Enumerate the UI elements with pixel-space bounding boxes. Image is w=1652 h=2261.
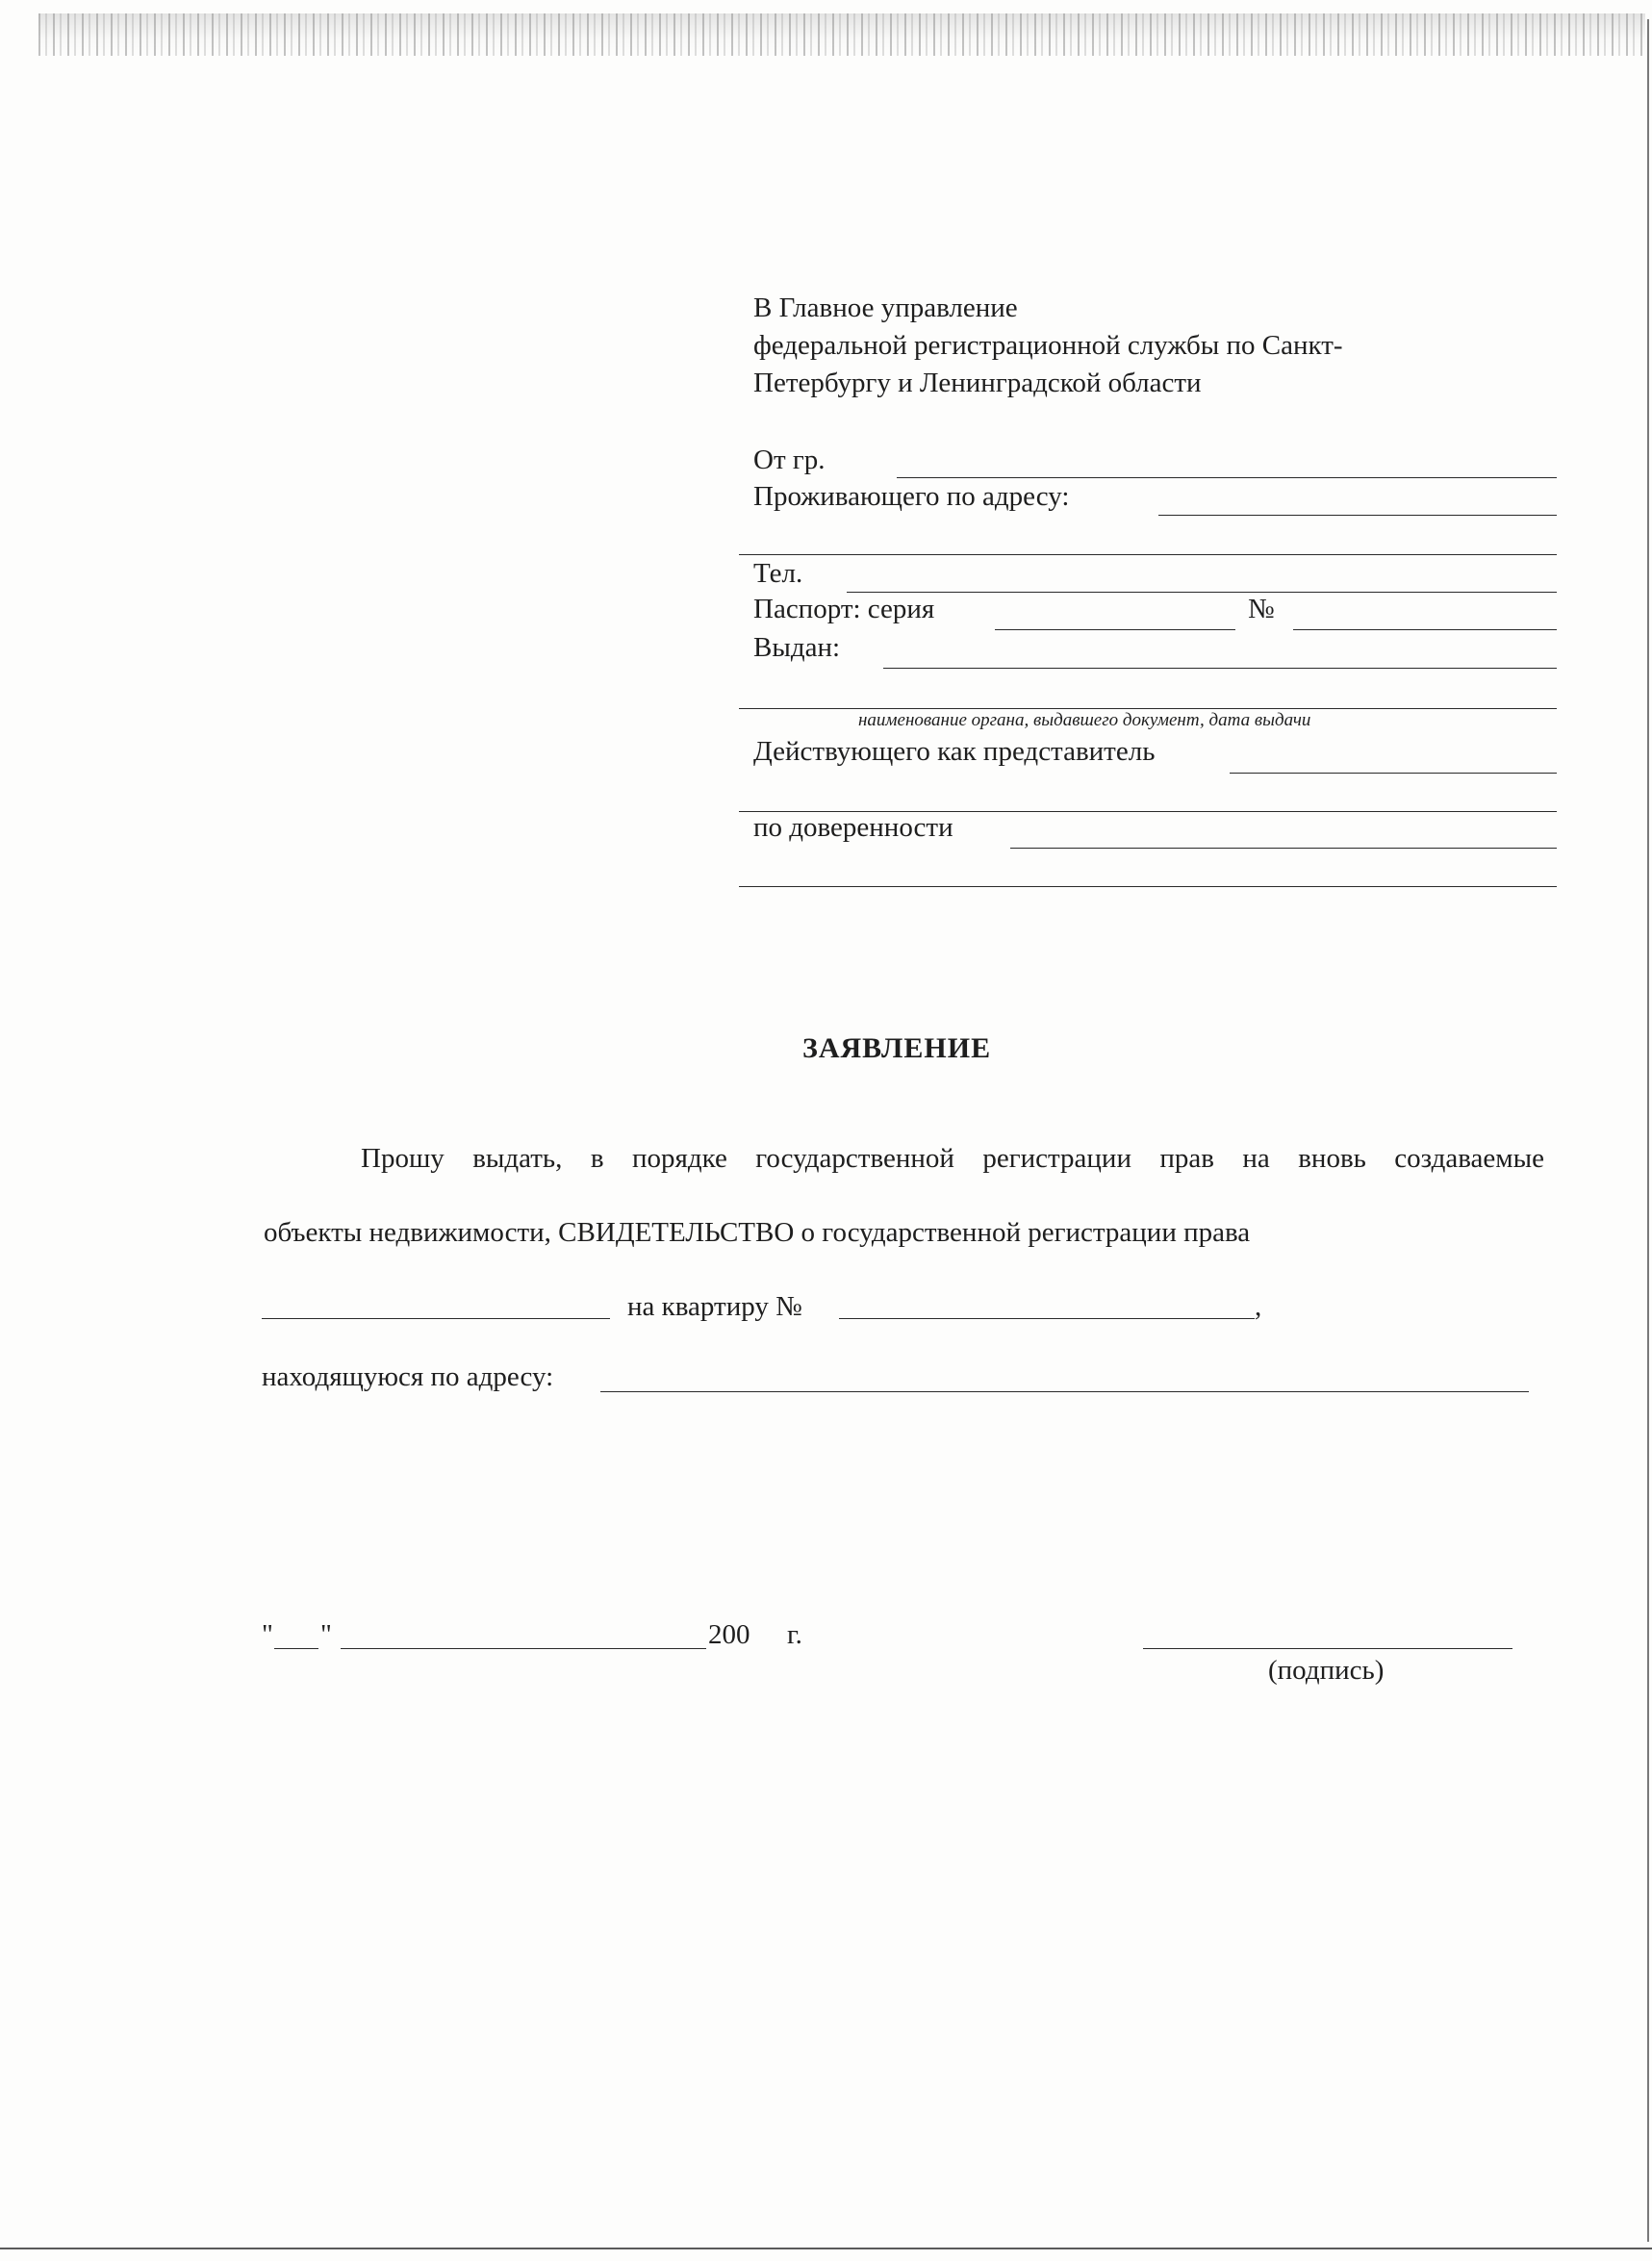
poa-field-line[interactable] xyxy=(1010,848,1557,849)
date-year-label: 200 xyxy=(708,1619,750,1650)
document-title: ЗАЯВЛЕНИЕ xyxy=(802,1032,992,1064)
representative-field-line[interactable] xyxy=(1230,773,1557,774)
located-label: находящуюся по адресу: xyxy=(262,1361,554,1392)
from-field-line[interactable] xyxy=(897,477,1557,478)
signature-field-line[interactable] xyxy=(1143,1648,1512,1649)
passport-series-label: Паспорт: серия xyxy=(753,594,935,624)
date-year-suffix: г. xyxy=(787,1619,802,1650)
right-type-field-line[interactable] xyxy=(262,1318,610,1319)
signature-caption: (подпись) xyxy=(1268,1655,1385,1686)
phone-field-line[interactable] xyxy=(847,592,1557,593)
poa-field-line-2[interactable] xyxy=(739,886,1557,887)
issued-field-line-2[interactable] xyxy=(739,708,1557,709)
issued-field-line[interactable] xyxy=(883,668,1557,669)
body-line-1: Прошу выдать, в порядке государственной регистрации прав на вновь создаваемые xyxy=(361,1143,1544,1174)
issued-label: Выдан: xyxy=(753,632,841,663)
passport-number-label: № xyxy=(1248,594,1275,624)
poa-label: по доверенности xyxy=(753,812,953,843)
date-month-field-line[interactable] xyxy=(341,1648,706,1649)
from-label: От гр. xyxy=(753,445,826,475)
located-address-field-line[interactable] xyxy=(600,1391,1529,1392)
body-line-2: объекты недвижимости, СВИДЕТЕЛЬСТВО о государственной регистрации права xyxy=(264,1217,1251,1248)
issued-caption: наименование органа, выдавшего документ, дата выдачи xyxy=(858,710,1311,730)
scan-edge-bottom xyxy=(0,2248,1652,2249)
phone-label: Тел. xyxy=(753,558,803,589)
date-close-quote: " xyxy=(320,1619,332,1650)
addressee-line-1: В Главное управление xyxy=(753,292,1018,323)
address-label: Проживающего по адресу: xyxy=(753,481,1070,512)
passport-number-field-line[interactable] xyxy=(1293,629,1557,630)
passport-series-field-line[interactable] xyxy=(995,629,1235,630)
addressee-line-2: федеральной регистрационной службы по Санкт- xyxy=(753,330,1343,361)
scan-noise-top xyxy=(38,13,1645,56)
scan-edge-right xyxy=(1647,19,1649,2242)
address-field-line-2[interactable] xyxy=(739,554,1557,555)
apartment-number-field-line[interactable] xyxy=(839,1318,1255,1319)
address-field-line[interactable] xyxy=(1158,515,1557,516)
apartment-label: на квартиру № xyxy=(627,1291,802,1322)
representative-label: Действующего как представитель xyxy=(753,736,1156,767)
date-day-field-line[interactable] xyxy=(274,1648,318,1649)
date-open-quote: " xyxy=(262,1619,273,1650)
addressee-line-3: Петербургу и Ленинградской области xyxy=(753,368,1202,398)
apartment-comma: , xyxy=(1255,1291,1262,1322)
